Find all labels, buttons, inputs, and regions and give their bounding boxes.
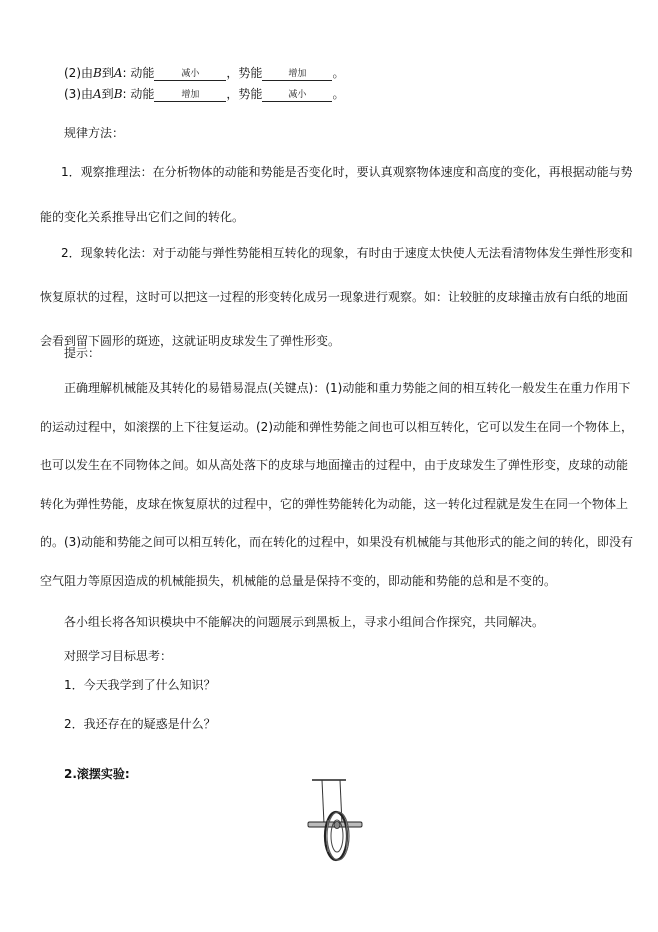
- reflect-item-1: 1．今天我学到了什么知识？: [64, 678, 216, 692]
- group-discussion-text: 各小组长将各知识模块中不能解决的问题展示到黑板上，寻求小组间合作探究，共同解决。: [64, 615, 545, 629]
- tips-title: 提示：: [64, 346, 101, 360]
- potential-energy-answer: 增加: [262, 68, 332, 81]
- kinetic-energy-answer: 减小: [154, 68, 226, 81]
- methods-title: 规律方法：: [64, 126, 125, 140]
- reflect-title: 对照学习目标思考：: [64, 649, 173, 663]
- tips-paragraph: 正确理解机械能及其转化的易错易混点(关键点)：(1)动能和重力势能之间的相互转化一般发生在重力作用下 的运动过程中，如滚摆的上下往复运动。(2)动能和弹性势能之间也可以相互转化，它可以发生在同一个物体上， 也可以发生在不同物体之间。如从高处落下的皮球与地面撞击的过程中，由于皮球发生了弹性形变，皮球的动能 转化为弹性势能，皮球在恢复原状的过程中，它的弹性势能转化为动能，这一转化过程就是发生在同一个物体上 的。(3)动能和势能之间可以相互转化，而在转化的过程中，如果没有机械能与其他形式的能之间的转化，即没有 空气阻力等原因造成的机械能损失，机械能的总量是保持不变的，即动能和势能的总和是不变的。: [40, 381, 634, 588]
- fill-in-line-3: (3)由A到B: 动能 增加 ，势能 减小 。: [64, 87, 345, 101]
- method-item-2: 2．现象转化法：对于动能与弹性势能相互转化的现象，有时由于速度太快使人无法看清物体发生弹性形变和 恢复原状的过程，这时可以把这一过程的形变转化成另一现象进行观察。如：让较脏的皮球撞击放有白纸的地面 会看到留下圆形的斑迹，这就证明皮球发生了弹性形变。: [40, 246, 633, 348]
- experiment-title: 2.滚摆实验:: [64, 767, 130, 781]
- kinetic-energy-answer: 增加: [154, 89, 226, 102]
- maxwell-pendulum-icon: [306, 776, 368, 868]
- method-item-1: 1．观察推理法：在分析物体的动能和势能是否变化时，要认真观察物体速度和高度的变化，再根据动能与势 能的变化关系推导出它们之间的转化。: [40, 165, 633, 224]
- fill-in-line-2: (2)由B到A: 动能 减小 ，势能 增加 。: [64, 66, 345, 80]
- potential-energy-answer: 减小: [262, 89, 332, 102]
- reflect-item-2: 2．我还存在的疑惑是什么？: [64, 717, 216, 731]
